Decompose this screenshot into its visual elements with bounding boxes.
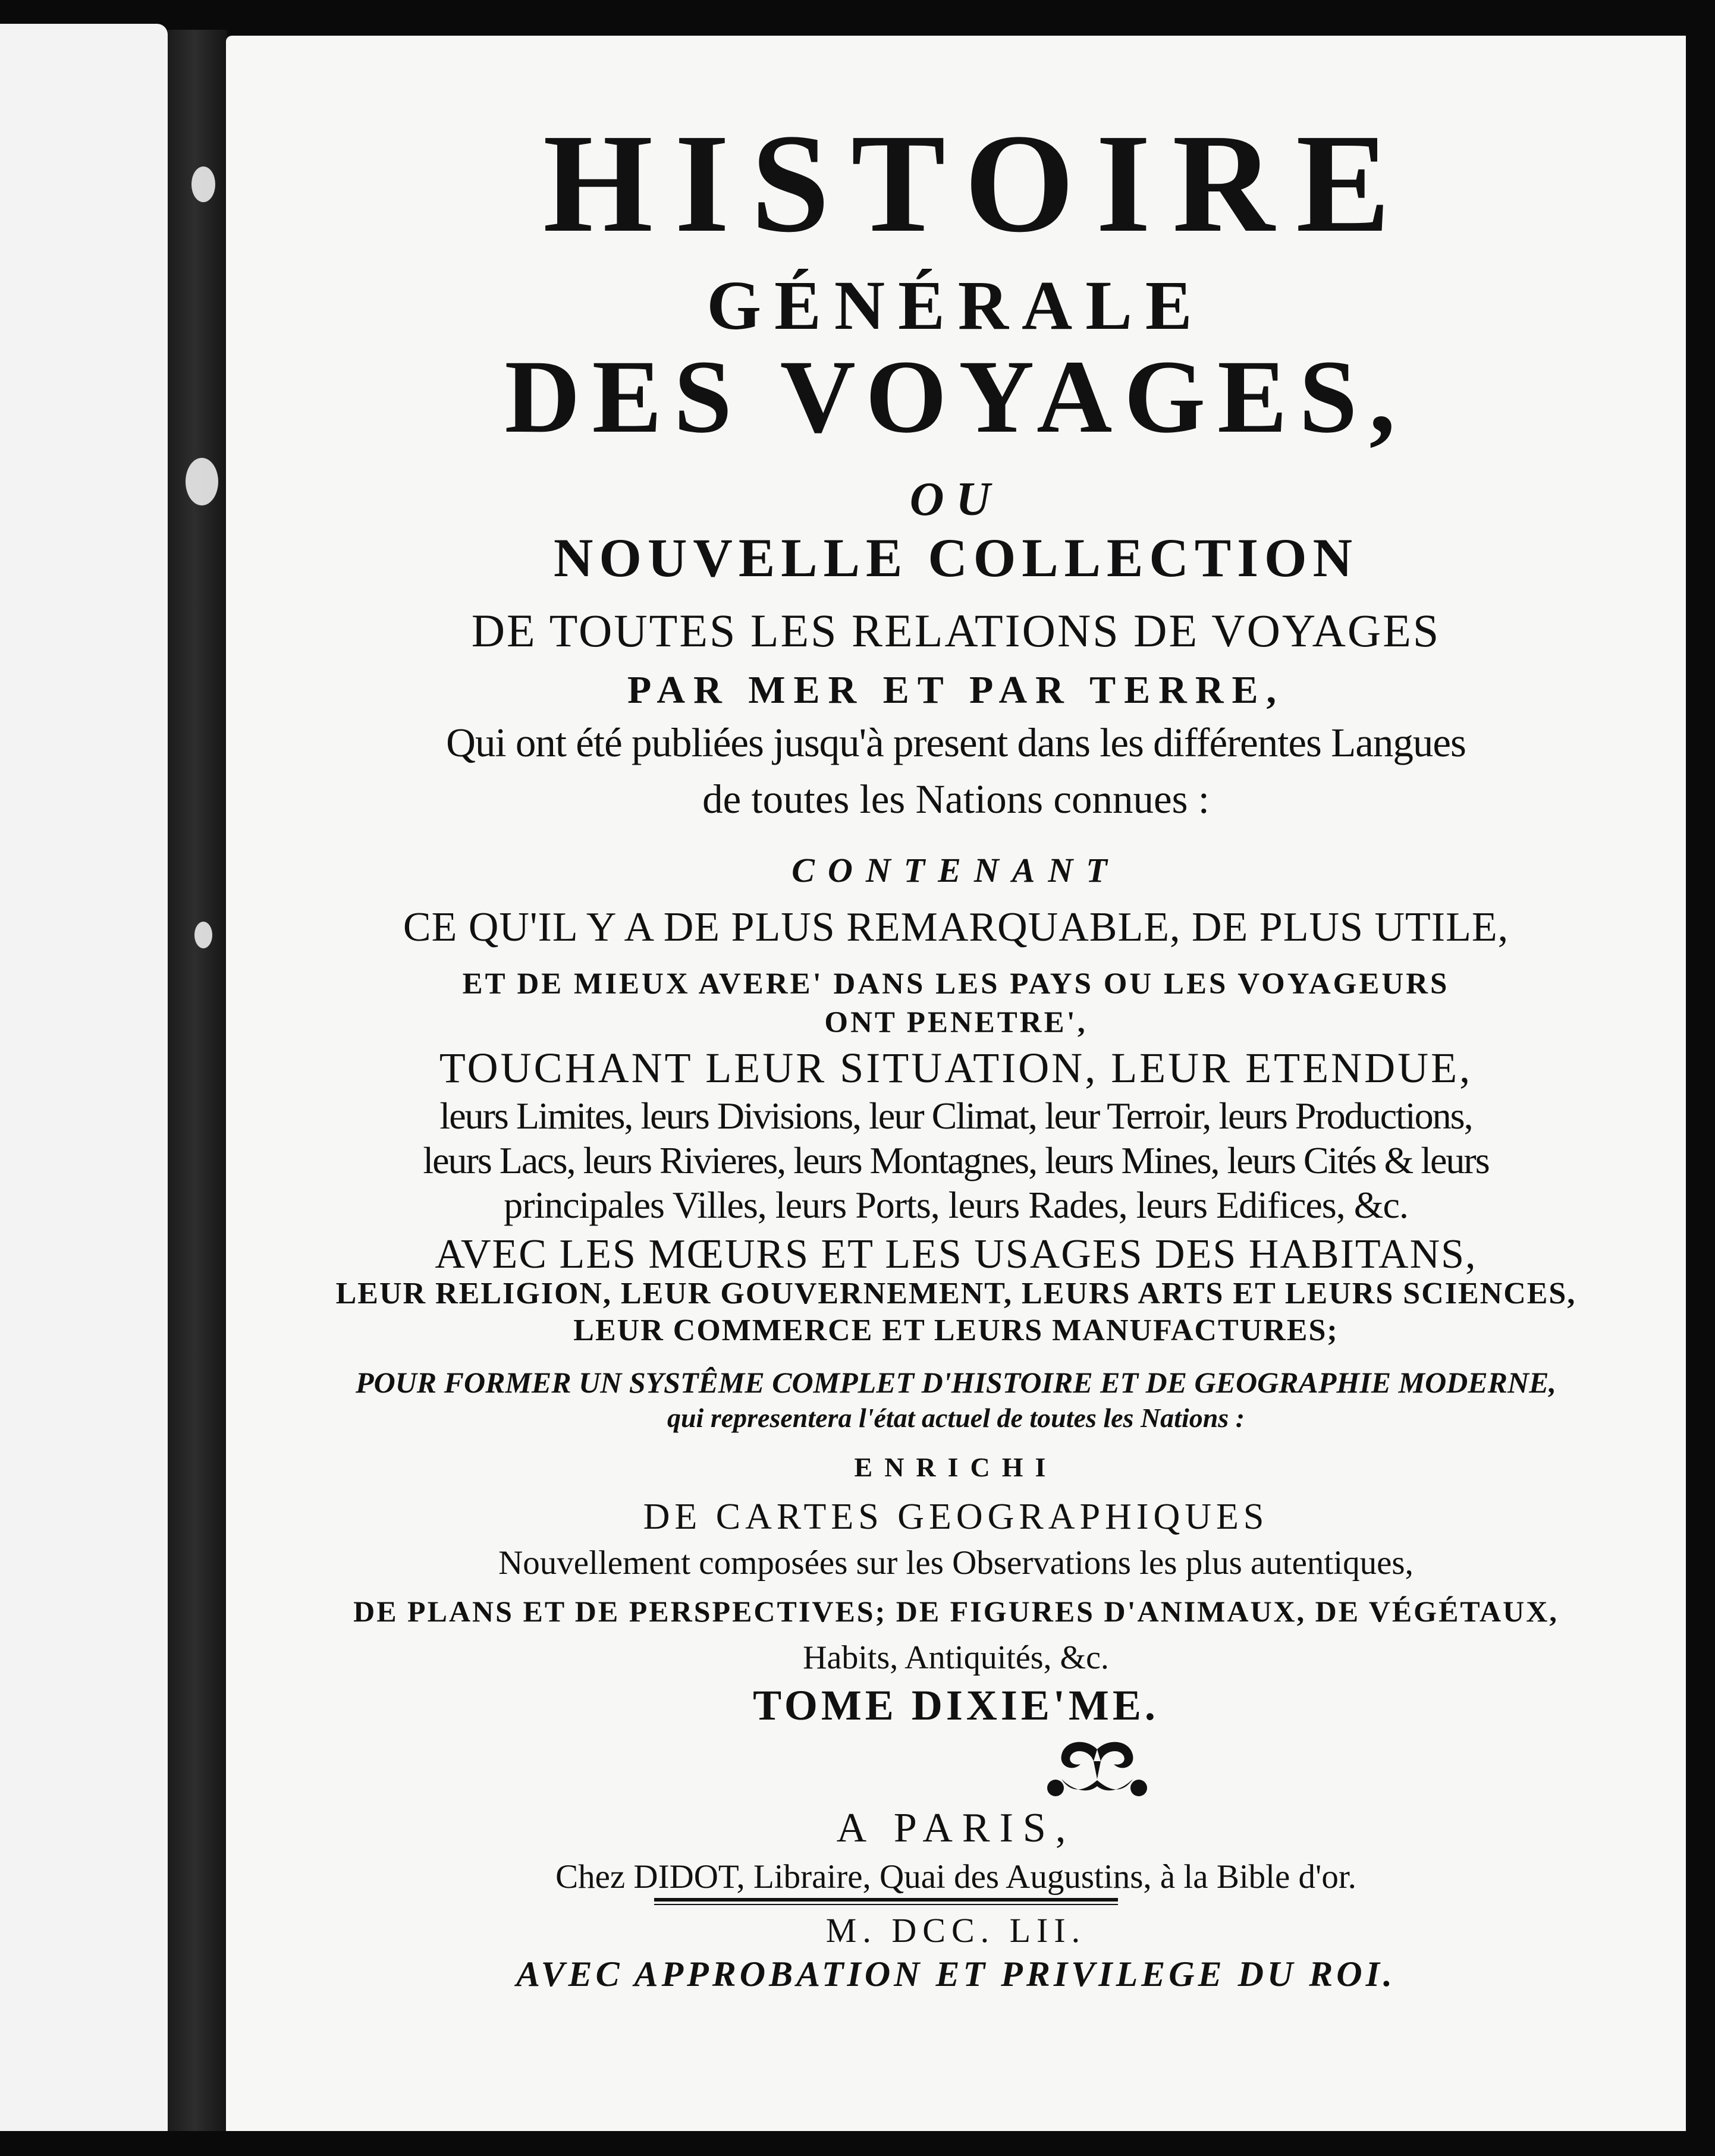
title-generale: GÉNÉRALE bbox=[706, 266, 1205, 344]
printer-ornament-icon bbox=[1038, 1737, 1157, 1803]
text-religion: LEUR RELIGION, LEUR GOUVERNEMENT, LEURS ARTS ET LEURS SCIENCES, bbox=[335, 1277, 1576, 1310]
text-villes: principales Villes, leurs Ports, leurs Rades, leurs Edifices, &c. bbox=[504, 1184, 1408, 1226]
scan-border-bottom bbox=[0, 2131, 1715, 2156]
text-penetre: ONT PENETRE', bbox=[824, 1006, 1088, 1039]
text-observations: Nouvellement composées sur les Observations les plus autentiques, bbox=[498, 1544, 1414, 1582]
title-histoire: HISTOIRE bbox=[543, 105, 1412, 262]
left-page-edge bbox=[0, 24, 168, 2141]
book-gutter bbox=[168, 30, 227, 2144]
text-systeme: POUR FORMER UN SYSTÊME COMPLET D'HISTOIRE ET DE GEOGRAPHIE MODERNE, bbox=[356, 1366, 1556, 1399]
text-cartes: DE CARTES GEOGRAPHIQUES bbox=[643, 1497, 1269, 1537]
text-etat-actuel: qui representera l'état actuel de toutes les Nations : bbox=[667, 1403, 1245, 1433]
subtitle-published: Qui ont été publiées jusqu'à present dans les différentes Langues bbox=[446, 720, 1466, 765]
title-par-mer: PAR MER ET PAR TERRE, bbox=[627, 668, 1284, 712]
title-page bbox=[226, 36, 1686, 2135]
text-limites: leurs Limites, leurs Divisions, leur Climat, leur Terroir, leurs Productions, bbox=[439, 1095, 1472, 1137]
title-des-voyages: DES VOYAGES, bbox=[504, 339, 1408, 455]
imprint-privilege: AVEC APPROBATION ET PRIVILEGE DU ROI. bbox=[516, 1954, 1396, 1994]
imprint-rule-thin bbox=[654, 1904, 1118, 1905]
title-ou: OU bbox=[909, 473, 1003, 526]
text-commerce: LEUR COMMERCE ET LEURS MANUFACTURES; bbox=[573, 1313, 1339, 1347]
imprint-publisher: Chez DIDOT, Libraire, Quai des Augustins, à la Bible d'or. bbox=[555, 1858, 1356, 1896]
text-moeurs: AVEC LES MŒURS ET LES USAGES DES HABITANS, bbox=[435, 1231, 1477, 1277]
text-avere: ET DE MIEUX AVERE' DANS LES PAYS OU LES VOYAGEURS bbox=[462, 967, 1450, 1001]
imprint-year: M. DCC. LII. bbox=[825, 1911, 1086, 1950]
title-nouvelle-collection: NOUVELLE COLLECTION bbox=[553, 527, 1359, 588]
title-relations: DE TOUTES LES RELATIONS DE VOYAGES bbox=[471, 605, 1441, 656]
imprint-place: A PARIS, bbox=[836, 1805, 1076, 1851]
text-tome: TOME DIXIE'ME. bbox=[753, 1682, 1159, 1729]
heading-enrichi: ENRICHI bbox=[854, 1452, 1058, 1482]
text-habits: Habits, Antiquités, &c. bbox=[803, 1639, 1109, 1676]
text-remarquable: CE QU'IL Y A DE PLUS REMARQUABLE, DE PLUS UTILE, bbox=[403, 904, 1509, 950]
heading-contenant: CONTENANT bbox=[791, 851, 1120, 890]
scan-border-right bbox=[1688, 0, 1715, 2156]
text-lacs: leurs Lacs, leurs Rivieres, leurs Montagnes, leurs Mines, leurs Cités & leurs bbox=[423, 1139, 1489, 1181]
imprint-rule-thick bbox=[654, 1898, 1118, 1902]
text-plans: DE PLANS ET DE PERSPECTIVES; DE FIGURES D'ANIMAUX, DE VÉGÉTAUX, bbox=[353, 1595, 1559, 1628]
subtitle-nations: de toutes les Nations connues : bbox=[702, 777, 1210, 822]
text-situation: TOUCHANT LEUR SITUATION, LEUR ETENDUE, bbox=[439, 1044, 1473, 1092]
